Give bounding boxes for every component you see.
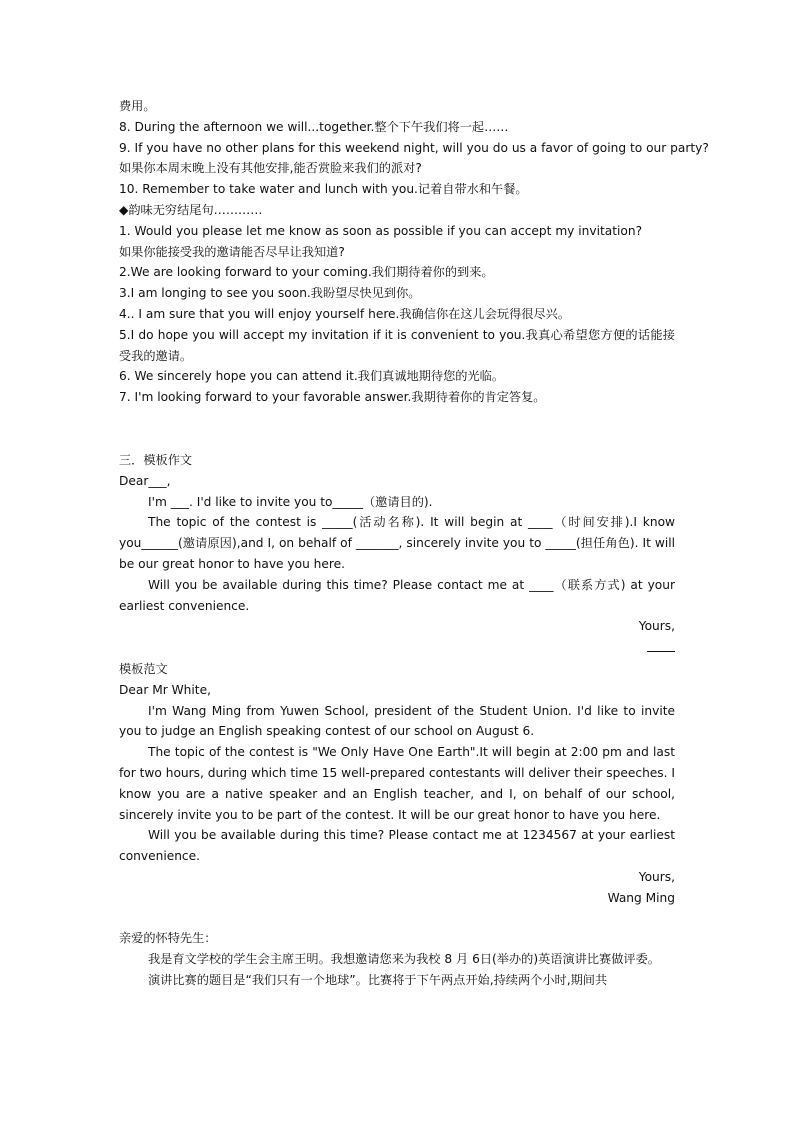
- text-line: 如果你能接受我的邀请能否尽早让我知道?: [119, 244, 345, 259]
- signature-line: [647, 637, 675, 652]
- letter-paragraph: Will you be available during this time? Please contact me at ____（联系方式) at your earliest convenience.: [119, 577, 675, 613]
- text-line: 8. During the afternoon we will...together.整个下午我们将一起……: [119, 119, 509, 134]
- text-line: 1. Would you please let me know as soon as possible if you can accept my invitation?: [119, 223, 643, 238]
- letter-paragraph: The topic of the contest is "We Only Have One Earth".It will begin at 2:00 pm and last for two hours, during which time 15 well-prepared contestants will deliver their speeches. I know you are a native speaker and an English teacher, and I, on behalf of our school, sincerely invite you to be part of the contest. It will be our great honor to have you here.: [119, 745, 675, 822]
- text-line: 9. If you have no other plans for this weekend night, will you do us a favor of going to our party?: [119, 140, 709, 155]
- letter-greeting: Dear Mr White,: [119, 682, 211, 697]
- text-line: 3.I am longing to see you soon.我盼望尽快见到你。: [119, 286, 421, 301]
- letter-signature: Wang Ming: [607, 890, 675, 905]
- letter-paragraph: 演讲比赛的题目是“我们只有一个地球”。比赛将于下午两点开始,持续两个小时,期间共: [148, 973, 608, 988]
- letter-greeting: Dear___,: [119, 473, 171, 488]
- text-line: 4.. I am sure that you will enjoy yourself here.我确信你在这儿会玩得很尽兴。: [119, 306, 571, 321]
- spacer: [119, 408, 675, 450]
- section-subheading: ◆韵味无穷结尾句…………: [119, 202, 263, 217]
- text-line: 5.I do hope you will accept my invitation if it is convenient to you.我真心希望您方便的话能接受我的邀请。: [119, 327, 675, 363]
- letter-greeting: 亲爱的怀特先生：: [119, 931, 217, 946]
- text-line: 7. I'm looking forward to your favorable answer.我期待着你的肯定答复。: [119, 390, 546, 405]
- letter-closing: Yours,: [638, 619, 675, 634]
- letter-paragraph: I'm Wang Ming from Yuwen School, president of the Student Union. I'd like to invite you to judge an English speaking contest of our school on August 6.: [119, 703, 675, 739]
- letter-paragraph: Will you be available during this time? Please contact me at 1234567 at your earliest convenience.: [119, 828, 675, 864]
- text-line: 10. Remember to take water and lunch with you.记着自带水和午餐。: [119, 182, 528, 197]
- letter-closing: Yours,: [638, 869, 675, 884]
- letter-paragraph: The topic of the contest is _____(活动名称). It will begin at ____（时间安排).I know you______(邀请原因),and I, on behalf of _______, sincerely invite you to _____(担任角色). It will be our great honor to have you here.: [119, 515, 675, 571]
- document-body: [119, 96, 709, 991]
- letter-paragraph: 我是育文学校的学生会主席王明。我想邀请您来为我校 8 月 6日(举办的)英语演讲比赛做评委。: [148, 952, 660, 967]
- text-line: 2.We are looking forward to your coming.我们期待着你的到来。: [119, 265, 494, 280]
- spacer: [119, 908, 675, 928]
- text-line: 费用。: [119, 99, 156, 113]
- letter-paragraph: I'm ___. I'd like to invite you to_____（邀请目的).: [148, 494, 433, 509]
- signature-blank: [119, 637, 675, 659]
- text-line: 6. We sincerely hope you can attend it.我们真诚地期待您的光临。: [119, 369, 505, 384]
- section-heading: 三．模板作文: [119, 452, 193, 467]
- text-line: 如果你本周末晚上没有其他安排,能否赏脸来我们的派对?: [119, 161, 422, 176]
- section-heading: 模板范文: [119, 661, 168, 676]
